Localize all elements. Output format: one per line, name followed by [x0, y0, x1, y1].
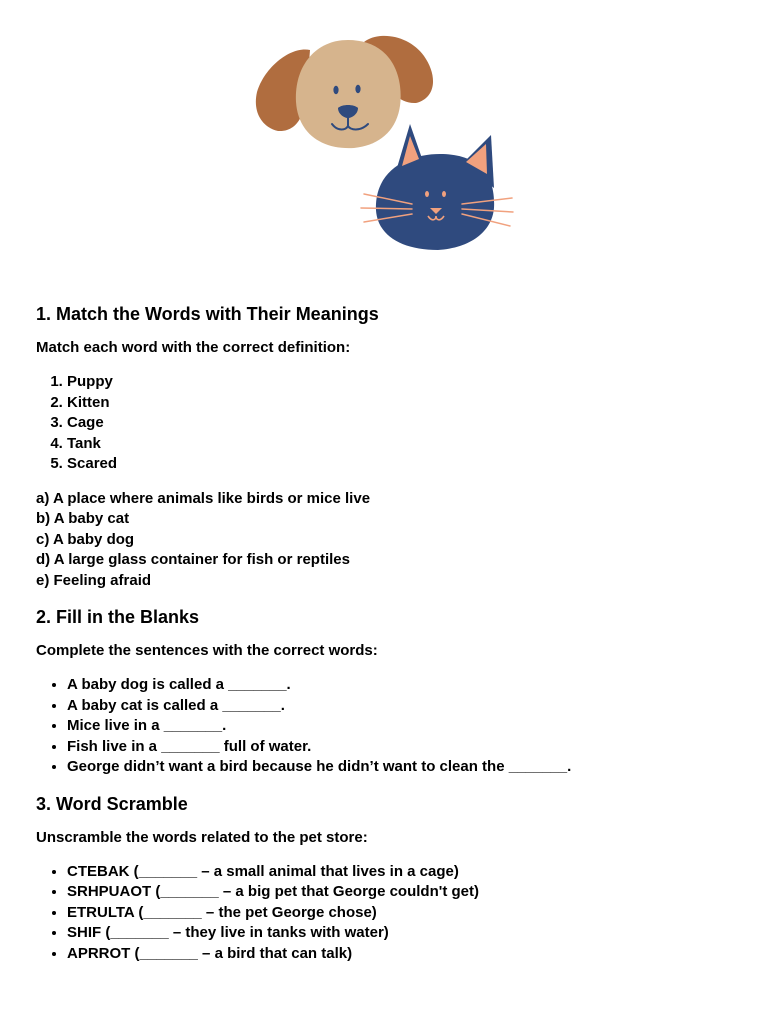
- word-item: 3. Cage: [67, 413, 736, 434]
- pet-illustration: [250, 28, 520, 258]
- scramble-item: • SHIF (_______ – they live in tanks with water): [67, 923, 736, 944]
- definition-item: e) Feeling afraid: [36, 571, 152, 589]
- section-2-instructions: Complete the sentences with the correct words:: [36, 642, 378, 659]
- fill-in-item: • A baby cat is called a _______.: [67, 696, 736, 717]
- scramble-list: [36, 862, 736, 965]
- fill-in-item: • Mice live in a _______.: [67, 716, 736, 737]
- definition-item: d) A large glass container for fish or reptiles: [36, 551, 350, 568]
- dog-icon: [256, 36, 433, 148]
- definition-item: a) A place where animals like birds or mice live: [36, 489, 371, 507]
- fill-in-item: • Fish live in a _______ full of water.: [67, 737, 736, 758]
- section-3-title: 3. Word Scramble: [36, 793, 188, 814]
- cat-icon: [361, 124, 513, 250]
- scramble-item: • APRROT (_______ – a bird that can talk): [67, 944, 736, 965]
- fill-in-list: [36, 675, 736, 778]
- section-1-instructions: Match each word with the correct definition:: [36, 339, 351, 356]
- definition-item: b) A baby cat: [36, 510, 130, 527]
- worksheet-content: [36, 302, 736, 964]
- word-item: 2. Kitten: [67, 393, 736, 414]
- section-2-title: 2. Fill in the Blanks: [36, 607, 200, 627]
- word-item: 1. Puppy: [67, 372, 736, 393]
- scramble-item: • SRHPUAOT (_______ – a big pet that George couldn't get): [67, 882, 736, 903]
- fill-in-item: • A baby dog is called a _______.: [67, 675, 736, 696]
- section-3-instructions: Unscramble the words related to the pet store:: [36, 828, 368, 846]
- word-item: 5. Scared: [67, 454, 736, 475]
- definition-list: [36, 489, 736, 592]
- fill-in-item: • George didn’t want a bird because he didn’t want to clean the _______.: [67, 757, 736, 778]
- definition-item: c) A baby dog: [36, 530, 135, 548]
- section-1-title: 1. Match the Words with Their Meanings: [36, 304, 379, 324]
- word-item: 4. Tank: [67, 434, 736, 455]
- word-list: [36, 372, 736, 475]
- scramble-item: • CTEBAK (_______ – a small animal that lives in a cage): [67, 862, 736, 883]
- scramble-item: • ETRULTA (_______ – the pet George chose): [67, 903, 736, 924]
